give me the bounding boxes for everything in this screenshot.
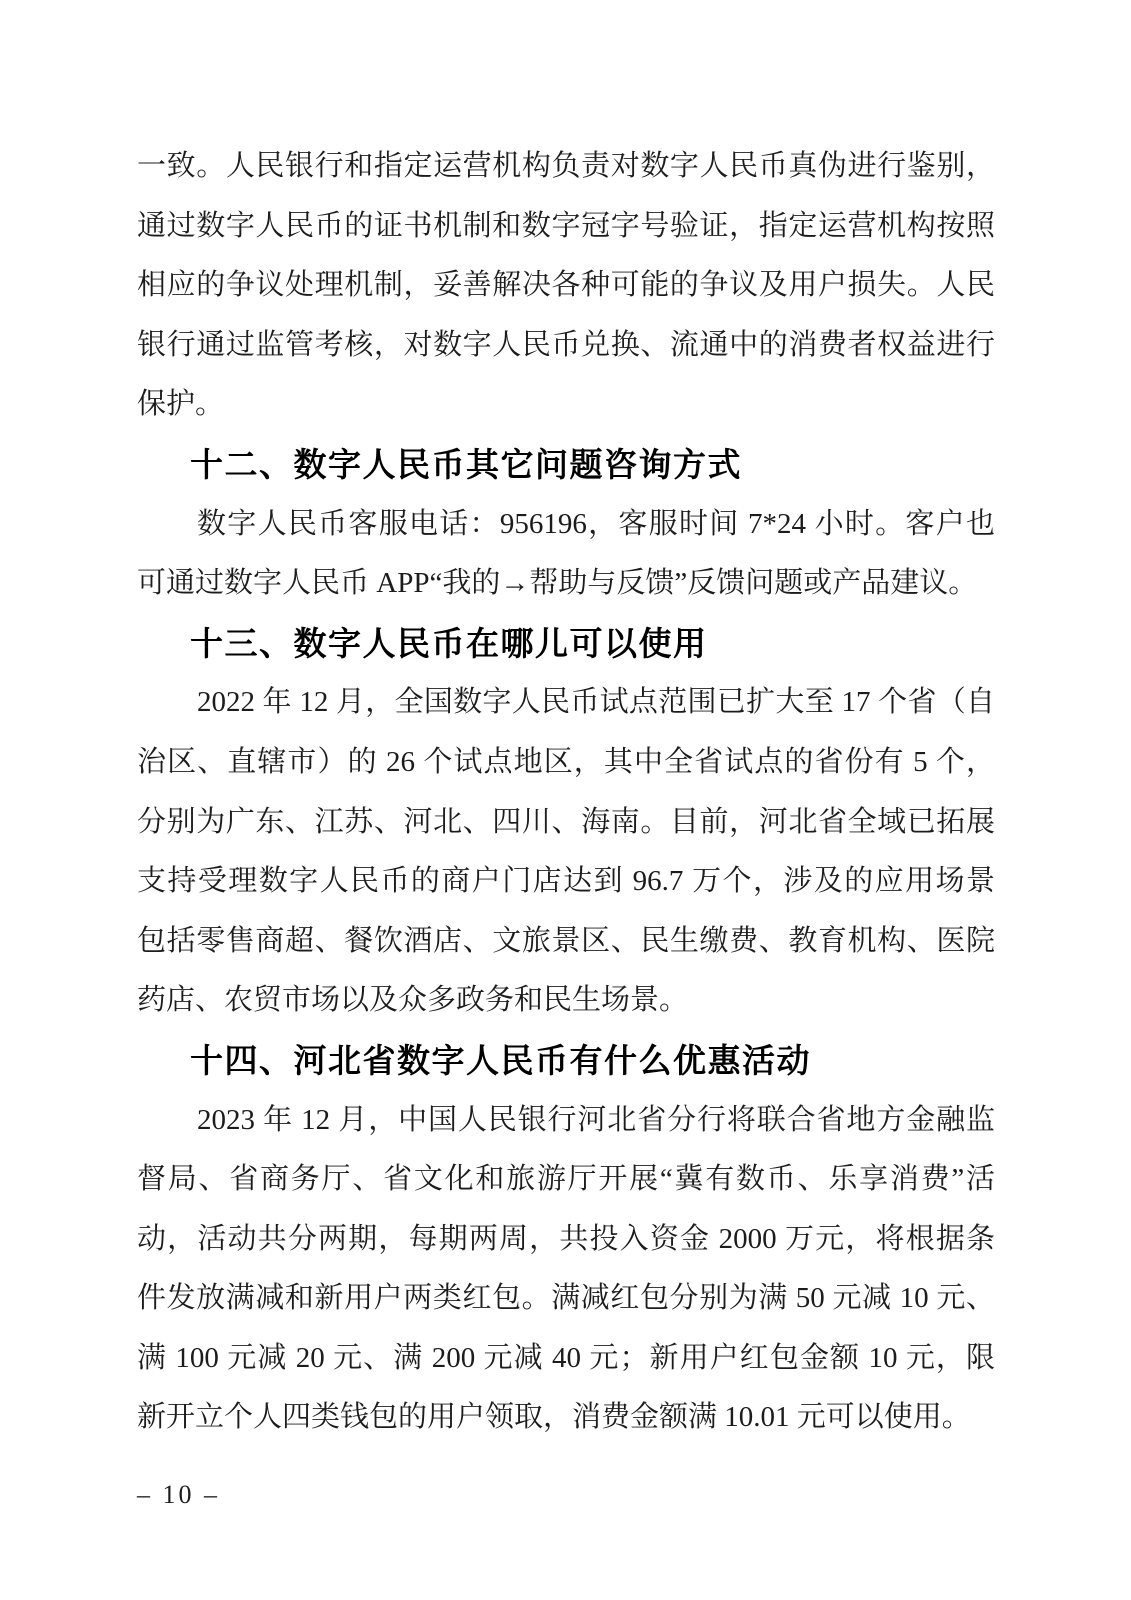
page-number: – 10 – xyxy=(137,1480,220,1509)
text-line: 2023 年 12 月，中国人民银行河北省分行将联合省地方金融监 xyxy=(197,1103,995,1136)
text-line: 可通过数字人民币 APP“我的→帮助与反馈”反馈问题或产品建议。 xyxy=(137,567,978,600)
section-heading-13: 十三、数字人民币在哪儿可以使用 xyxy=(190,624,708,662)
text-line: 件发放满减和新用户两类红包。满减红包分别为满 50 元减 10 元、 xyxy=(137,1282,995,1315)
text-line: 满 100 元减 20 元、满 200 元减 40 元；新用户红包金额 10 元，限 xyxy=(137,1341,995,1374)
text-line: 数字人民币客服电话：956196，客服时间 7*24 小时。客户也 xyxy=(197,507,995,540)
text-line: 2022 年 12 月，全国数字人民币试点范围已扩大至 17 个省（自 xyxy=(197,686,995,719)
text-line: 分别为广东、江苏、河北、四川、海南。目前，河北省全域已拓展 xyxy=(137,805,995,838)
text-line: 督局、省商务厅、省文化和旅游厅开展“冀有数币、乐享消费”活 xyxy=(137,1163,995,1196)
document-body xyxy=(137,137,995,1448)
text-line: 相应的争议处理机制，妥善解决各种可能的争议及用户损失。人民 xyxy=(137,269,995,302)
text-line: 一致。人民银行和指定运营机构负责对数字人民币真伪进行鉴别， xyxy=(137,150,995,182)
text-line: 动，活动共分两期，每期两周，共投入资金 2000 万元，将根据条 xyxy=(137,1222,995,1255)
section-heading-14: 十四、河北省数字人民币有什么优惠活动 xyxy=(190,1041,811,1079)
text-line: 包括零售商超、餐饮酒店、文旅景区、民生缴费、教育机构、医院 xyxy=(137,924,995,957)
text-line: 银行通过监管考核，对数字人民币兑换、流通中的消费者权益进行 xyxy=(137,328,995,361)
text-line: 通过数字人民币的证书机制和数字冠字号验证，指定运营机构按照 xyxy=(137,209,995,242)
text-line: 支持受理数字人民币的商户门店达到 96.7 万个，涉及的应用场景 xyxy=(137,865,995,898)
text-line: 新开立个人四类钱包的用户领取，消费金额满 10.01 元可以使用。 xyxy=(137,1401,971,1434)
section-heading-12: 十二、数字人民币其它问题咨询方式 xyxy=(190,445,742,483)
text-line: 保护。 xyxy=(137,388,225,421)
text-line: 治区、直辖市）的 26 个试点地区，其中全省试点的省份有 5 个， xyxy=(137,745,995,778)
text-line: 药店、农贸市场以及众多政务和民生场景。 xyxy=(137,984,689,1017)
